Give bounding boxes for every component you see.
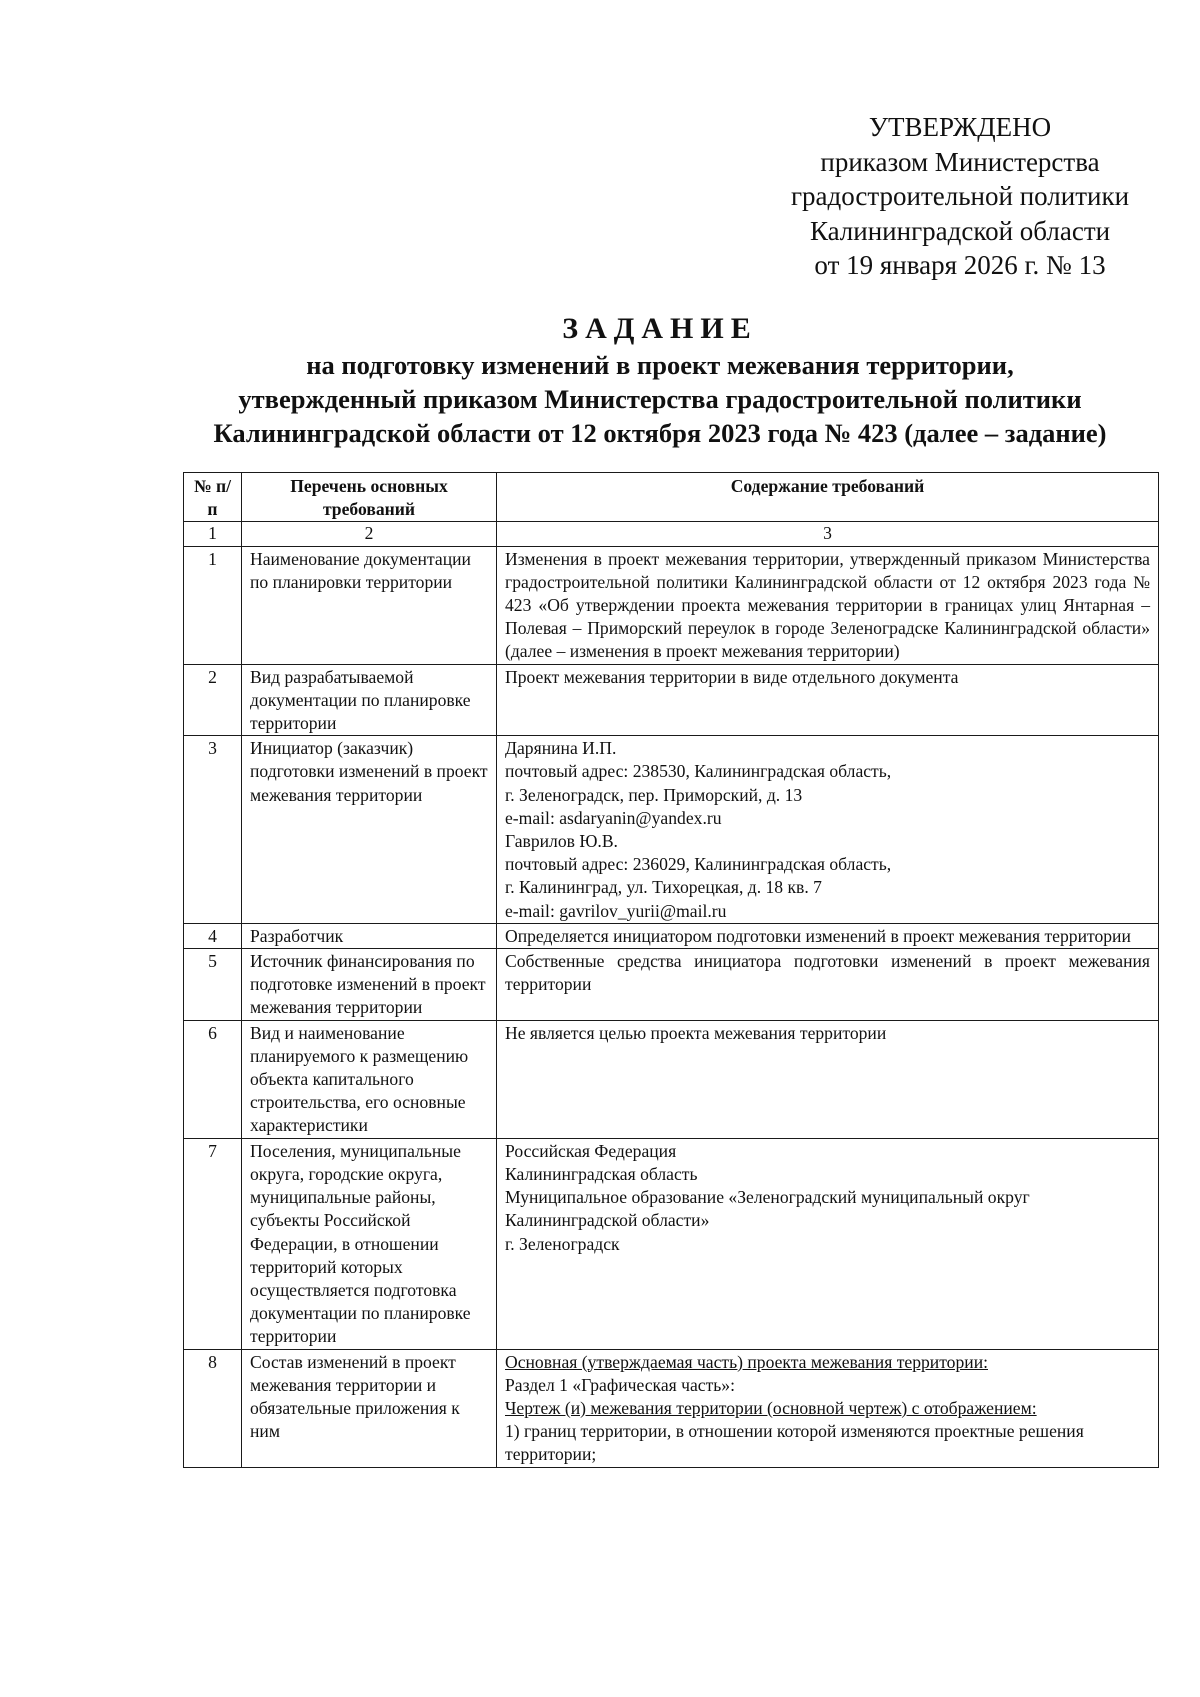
composition-drawing: Чертеж (и) межевания территории (основной чертеж) с отображением: xyxy=(505,1397,1037,1418)
header-content: Содержание требований xyxy=(497,473,1159,522)
row-number: 6 xyxy=(184,1020,242,1138)
row-content xyxy=(497,1138,1159,1349)
territory-line: Российская Федерация xyxy=(505,1140,677,1161)
document-title xyxy=(160,310,1160,450)
row-number: 2 xyxy=(184,664,242,736)
table-row xyxy=(184,1349,1159,1467)
table-header-row xyxy=(184,473,1159,522)
index-cell: 1 xyxy=(184,522,242,546)
table-row xyxy=(184,1020,1159,1138)
approval-line: приказом Министерства xyxy=(820,146,1100,177)
row-number: 4 xyxy=(184,923,242,948)
title-sub-line: утвержденный приказом Министерства градостроительной политики xyxy=(238,384,1082,414)
initiator-address: г. Калининград, ул. Тихорецкая, д. 18 кв. 7 xyxy=(505,877,822,898)
title-main: ЗАДАНИЕ xyxy=(562,312,758,345)
row-requirement: Наименование документации по планировки территории xyxy=(242,546,497,664)
row-content: Изменения в проект межевания территории, утвержденный приказом Министерства градостроительной политики Калининградской области от 12 октября 2023 года № 423 «Об утверждении проекта межевания территории в границах улиц Янтарная – Полевая – Приморский переулок в городе Зеленоградске Калининградской области» (далее – изменения в проект межевания территории) xyxy=(497,546,1159,664)
row-content xyxy=(497,1349,1159,1467)
approval-line: Калининградской области xyxy=(809,215,1111,246)
composition-section: Раздел 1 «Графическая часть»: xyxy=(505,1374,735,1395)
row-number: 5 xyxy=(184,949,242,1021)
initiator-address: почтовый адрес: 238530, Калининградская область, xyxy=(505,761,892,782)
initiator-name: Дарянина И.П. xyxy=(505,738,617,759)
requirements-table xyxy=(183,472,1159,1468)
row-requirement: Источник финансирования по подготовке изменений в проект межевания территории xyxy=(242,949,497,1021)
row-content xyxy=(497,736,1159,924)
row-requirement: Инициатор (заказчик) подготовки изменений в проект межевания территории xyxy=(242,736,497,924)
row-content: Определяется инициатором подготовки изменений в проект межевания территории xyxy=(497,923,1159,948)
row-requirement: Вид и наименование планируемого к размещению объекта капитального строительства, его основные характеристики xyxy=(242,1020,497,1138)
row-requirement: Вид разрабатываемой документации по планировке территории xyxy=(242,664,497,736)
row-content: Собственные средства инициатора подготовки изменений в проект межевания территории xyxy=(497,949,1159,1021)
table-row xyxy=(184,736,1159,924)
approval-line: от 19 января 2026 г. № 13 xyxy=(814,250,1106,280)
table-row xyxy=(184,546,1159,664)
initiator-address: почтовый адрес: 236029, Калининградская область, xyxy=(505,854,892,875)
table-index-row xyxy=(184,522,1159,546)
row-number: 8 xyxy=(184,1349,242,1467)
table-row xyxy=(184,949,1159,1021)
header-requirement: Перечень основных требований xyxy=(242,473,497,522)
title-sub-line: на подготовку изменений в проект межевания территории, xyxy=(306,350,1014,380)
territory-line: Муниципальное образование «Зеленоградский муниципальный округ Калининградской области» xyxy=(505,1187,1030,1231)
approval-line: УТВЕРЖДЕНО xyxy=(868,112,1052,142)
approval-line: градостроительной политики xyxy=(790,181,1130,211)
row-number: 1 xyxy=(184,546,242,664)
approval-stamp xyxy=(770,110,1150,283)
composition-heading: Основная (утверждаемая часть) проекта межевания территории: xyxy=(505,1351,988,1372)
territory-line: г. Зеленоградск xyxy=(505,1233,620,1254)
table-row xyxy=(184,923,1159,948)
row-requirement: Поселения, муниципальные округа, городские округа, муниципальные районы, субъекты Российской Федерации, в отношении территорий которых осуществляется подготовка документации по планировке территории xyxy=(242,1138,497,1349)
table-row xyxy=(184,664,1159,736)
header-number: № п/п xyxy=(184,473,242,522)
territory-line: Калининградская область xyxy=(505,1163,698,1184)
initiator-address: г. Зеленоградск, пер. Приморский, д. 13 xyxy=(505,784,803,805)
row-number: 7 xyxy=(184,1138,242,1349)
composition-item: 1) границ территории, в отношении которой изменяются проектные решения территории; xyxy=(505,1421,1084,1465)
initiator-email: e-mail: asdaryanin@yandex.ru xyxy=(505,807,722,828)
row-content: Не является целью проекта межевания территории xyxy=(497,1020,1159,1138)
table-row xyxy=(184,1138,1159,1349)
initiator-email: e-mail: gavrilov_yurii@mail.ru xyxy=(505,900,727,921)
row-requirement: Разработчик xyxy=(242,923,497,948)
row-requirement: Состав изменений в проект межевания территории и обязательные приложения к ним xyxy=(242,1349,497,1467)
index-cell: 3 xyxy=(497,522,1159,546)
initiator-name: Гаврилов Ю.В. xyxy=(505,831,618,852)
row-content: Проект межевания территории в виде отдельного документа xyxy=(497,664,1159,736)
index-cell: 2 xyxy=(242,522,497,546)
title-sub-line: Калининградской области от 12 октября 2023 года № 423 (далее – задание) xyxy=(213,418,1107,448)
row-number: 3 xyxy=(184,736,242,924)
